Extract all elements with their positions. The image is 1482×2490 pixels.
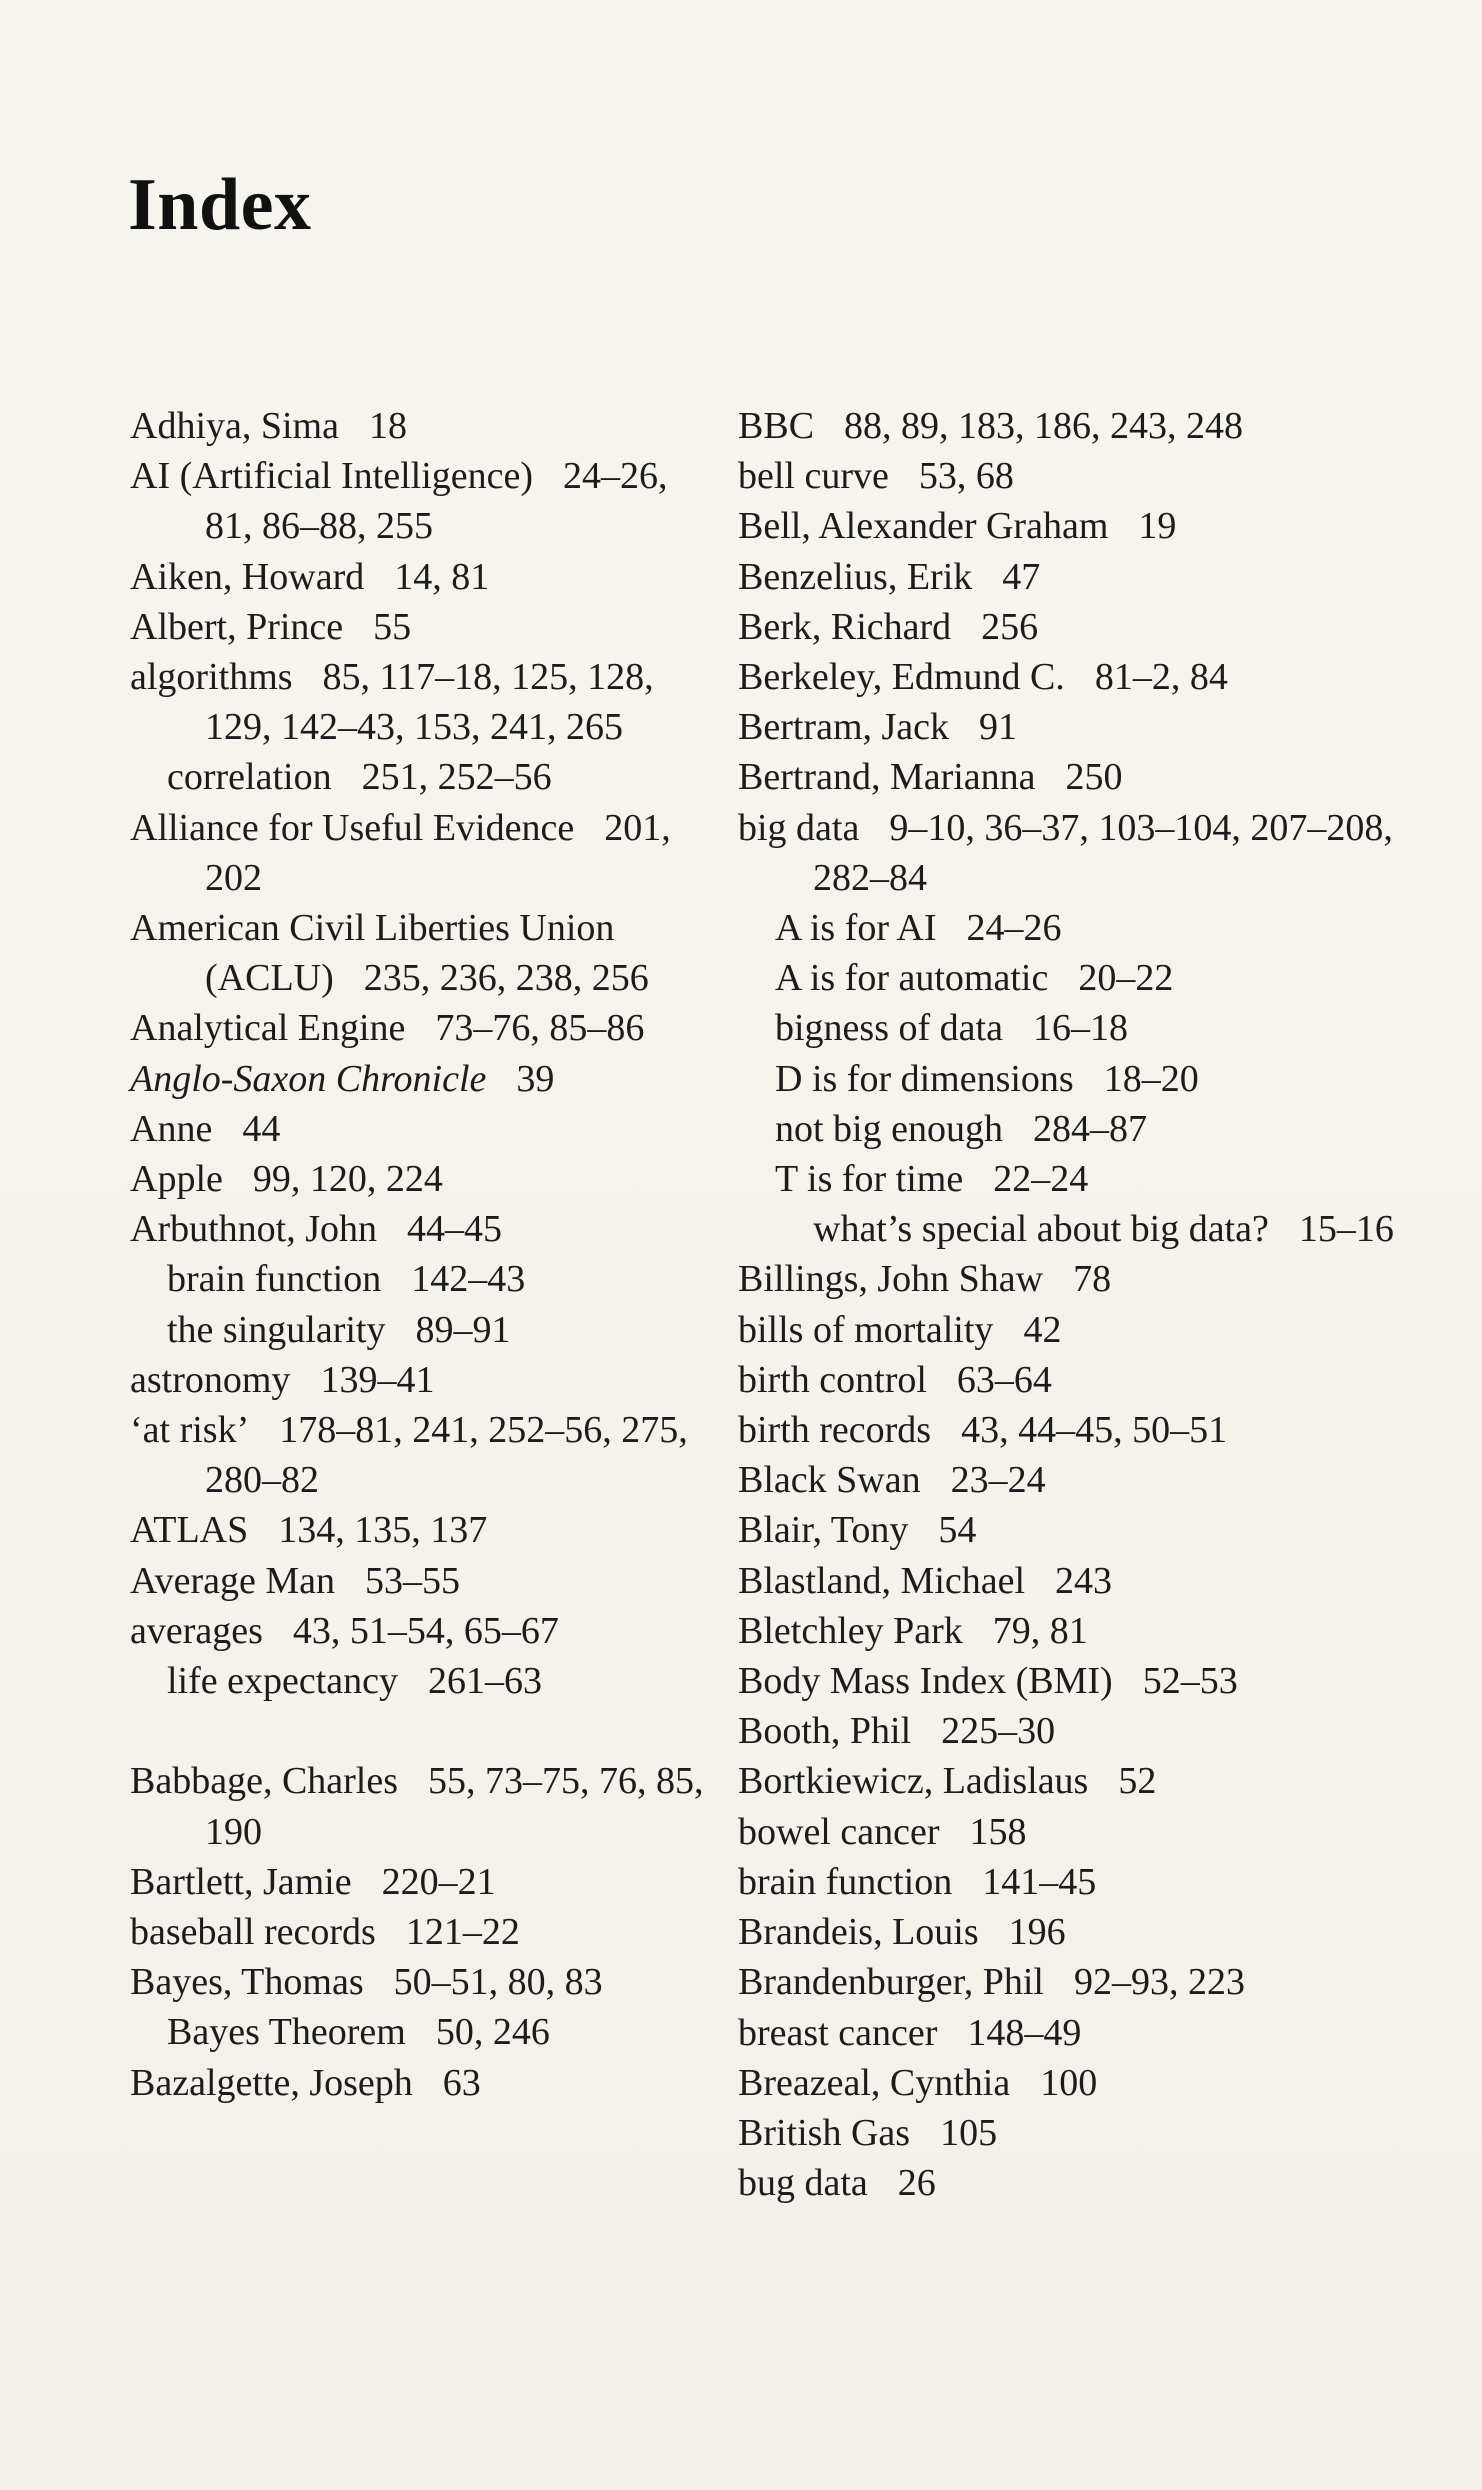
page-references: 139–41 bbox=[320, 1358, 435, 1401]
index-entry bbox=[738, 1606, 1438, 1656]
page-references: 142–43 bbox=[411, 1258, 526, 1301]
index-term: Benzelius, Erik bbox=[738, 555, 973, 598]
index-subentry bbox=[738, 953, 1438, 1003]
index-term: BBC bbox=[738, 405, 815, 447]
page-references: 251, 252–56 bbox=[361, 756, 552, 799]
page-references: 63 bbox=[442, 2061, 481, 2104]
index-term: Albert, Prince bbox=[130, 605, 344, 648]
index-entry bbox=[130, 803, 720, 903]
page-references: 44–45 bbox=[407, 1208, 502, 1251]
index-term: Average Man bbox=[130, 1559, 336, 1602]
index-entry bbox=[130, 903, 720, 1003]
page-references: 15–16 bbox=[1298, 1208, 1394, 1251]
index-term: Billings, John Shaw bbox=[738, 1258, 1044, 1301]
index-term: Anne bbox=[130, 1107, 213, 1150]
page-references: 20–22 bbox=[1078, 957, 1174, 1000]
page-references: 88, 89, 183, 186, 243, 248 bbox=[844, 405, 1244, 447]
index-term: D is for dimensions bbox=[775, 1057, 1074, 1100]
index-term: bigness of data bbox=[775, 1007, 1003, 1050]
page-references: 53–55 bbox=[365, 1559, 461, 1602]
index-entry bbox=[738, 2008, 1438, 2058]
page-references: 47 bbox=[1002, 555, 1041, 598]
index-column-left bbox=[130, 401, 720, 2108]
index-term: A is for automatic bbox=[775, 957, 1049, 1000]
index-subentry bbox=[130, 1305, 720, 1355]
index-entry bbox=[738, 2058, 1438, 2108]
index-term: Berk, Richard bbox=[738, 605, 952, 648]
index-entry bbox=[130, 1405, 720, 1505]
index-term: correlation bbox=[167, 756, 332, 799]
page-references: 178–81, 241, 252–56, 275, 280–82 bbox=[205, 1409, 688, 1502]
index-entry bbox=[130, 1505, 720, 1555]
index-entry bbox=[738, 652, 1438, 702]
index-entry bbox=[738, 1907, 1438, 1957]
index-term: not big enough bbox=[775, 1107, 1003, 1150]
index-entry bbox=[738, 1756, 1438, 1806]
index-term: averages bbox=[130, 1609, 263, 1652]
index-entry bbox=[738, 1405, 1438, 1455]
page-references: 201, 202 bbox=[205, 806, 671, 899]
index-entry bbox=[130, 451, 720, 551]
page-references: 158 bbox=[969, 1810, 1027, 1853]
page-references: 50, 246 bbox=[435, 2011, 550, 2054]
index-term: Blair, Tony bbox=[738, 1509, 909, 1552]
index-term: ATLAS bbox=[130, 1509, 249, 1552]
index-entry bbox=[738, 1355, 1438, 1405]
index-entry bbox=[738, 1556, 1438, 1606]
index-term: algorithms bbox=[130, 656, 293, 699]
page-references: 100 bbox=[1040, 2061, 1098, 2104]
page-references: 99, 120, 224 bbox=[252, 1158, 443, 1201]
page-references: 26 bbox=[897, 2162, 936, 2205]
index-entry bbox=[738, 1455, 1438, 1505]
index-subentry bbox=[738, 1204, 1438, 1254]
index-term: Bayes Theorem bbox=[167, 2011, 406, 2054]
index-entry bbox=[130, 652, 720, 752]
index-entry bbox=[738, 1857, 1438, 1907]
index-term: Bazalgette, Joseph bbox=[130, 2061, 413, 2104]
index-subentry bbox=[130, 1656, 720, 1706]
index-term: what’s special about big data? bbox=[813, 1208, 1269, 1251]
page-references: 256 bbox=[981, 605, 1039, 648]
letter-section-gap bbox=[130, 1706, 720, 1756]
page-references: 91 bbox=[979, 706, 1018, 749]
page-references: 43, 44–45, 50–51 bbox=[961, 1409, 1228, 1452]
index-term: Adhiya, Sima bbox=[130, 405, 339, 447]
page-references: 63–64 bbox=[956, 1358, 1052, 1401]
index-term: bills of mortality bbox=[738, 1308, 994, 1351]
index-term: Brandeis, Louis bbox=[738, 1911, 979, 1954]
page-references: 89–91 bbox=[415, 1308, 511, 1351]
page-references: 261–63 bbox=[428, 1660, 543, 1703]
page-references: 220–21 bbox=[381, 1860, 496, 1903]
page-title: Index bbox=[128, 164, 312, 246]
index-term: birth control bbox=[738, 1358, 927, 1401]
index-term: Brandenburger, Phil bbox=[738, 1961, 1044, 2004]
index-term: big data bbox=[738, 806, 860, 849]
page-references: 284–87 bbox=[1032, 1107, 1147, 1150]
index-entry bbox=[738, 602, 1438, 652]
index-entry bbox=[738, 501, 1438, 551]
index-term: Body Mass Index (BMI) bbox=[738, 1660, 1113, 1703]
index-subentry bbox=[130, 2007, 720, 2057]
index-entry bbox=[738, 1305, 1438, 1355]
index-term: Anglo-Saxon Chronicle bbox=[130, 1057, 487, 1100]
page-references: 79, 81 bbox=[992, 1609, 1088, 1652]
index-term: Arbuthnot, John bbox=[130, 1208, 377, 1251]
page-references: 73–76, 85–86 bbox=[435, 1007, 645, 1050]
index-entry bbox=[130, 1957, 720, 2007]
index-subentry bbox=[130, 752, 720, 802]
index-term: Bell, Alexander Graham bbox=[738, 505, 1109, 548]
index-entry bbox=[738, 1656, 1438, 1706]
index-entry bbox=[738, 2108, 1438, 2158]
index-term: T is for time bbox=[775, 1158, 964, 1201]
index-entry bbox=[130, 552, 720, 602]
index-term: breast cancer bbox=[738, 2011, 938, 2054]
index-term: Alliance for Useful Evidence bbox=[130, 806, 575, 849]
index-entry bbox=[130, 1154, 720, 1204]
index-entry bbox=[130, 1556, 720, 1606]
index-entry bbox=[738, 451, 1438, 501]
index-entry bbox=[130, 1003, 720, 1053]
page-references: 52 bbox=[1118, 1760, 1157, 1803]
index-term: Bertram, Jack bbox=[738, 706, 950, 749]
index-term: Breazeal, Cynthia bbox=[738, 2061, 1011, 2104]
index-term: astronomy bbox=[130, 1358, 291, 1401]
index-term: bug data bbox=[738, 2162, 868, 2205]
page-references: 24–26, 81, 86–88, 255 bbox=[205, 455, 668, 548]
index-term: Analytical Engine bbox=[130, 1007, 406, 1050]
page-references: 44 bbox=[242, 1107, 281, 1150]
page-references: 121–22 bbox=[405, 1911, 520, 1954]
index-entry bbox=[738, 401, 1438, 451]
index-term: Babbage, Charles bbox=[130, 1760, 399, 1803]
page-references: 22–24 bbox=[993, 1158, 1089, 1201]
page-references: 225–30 bbox=[941, 1710, 1056, 1753]
index-entry bbox=[130, 602, 720, 652]
index-subentry bbox=[738, 903, 1438, 953]
index-entry bbox=[738, 1807, 1438, 1857]
index-entry bbox=[738, 1957, 1438, 2007]
index-entry bbox=[738, 2158, 1438, 2208]
index-term: the singularity bbox=[167, 1308, 386, 1351]
index-term: ‘at risk’ bbox=[130, 1409, 250, 1452]
index-term: baseball records bbox=[130, 1911, 376, 1954]
index-term: Booth, Phil bbox=[738, 1710, 912, 1753]
page-references: 18 bbox=[368, 405, 407, 447]
index-term: Apple bbox=[130, 1158, 223, 1201]
index-term: Black Swan bbox=[738, 1459, 921, 1502]
page-references: 81–2, 84 bbox=[1094, 656, 1228, 699]
index-term: brain function bbox=[738, 1860, 953, 1903]
index-term: brain function bbox=[167, 1258, 382, 1301]
index-entry bbox=[738, 1254, 1438, 1304]
page-references: 141–45 bbox=[982, 1860, 1097, 1903]
page-references: 85, 117–18, 125, 128, 129, 142–43, 153, 241, 265 bbox=[205, 656, 654, 749]
page-references: 43, 51–54, 65–67 bbox=[292, 1609, 559, 1652]
index-term: life expectancy bbox=[167, 1660, 399, 1703]
page-references: 134, 135, 137 bbox=[278, 1509, 488, 1552]
index-term: Blastland, Michael bbox=[738, 1559, 1026, 1602]
index-entry bbox=[130, 1857, 720, 1907]
index-term: birth records bbox=[738, 1409, 932, 1452]
index-term: Bertrand, Marianna bbox=[738, 756, 1036, 799]
index-entry bbox=[130, 1054, 720, 1104]
index-term: Aiken, Howard bbox=[130, 555, 365, 598]
index-term: bell curve bbox=[738, 455, 889, 498]
index-subentry bbox=[738, 1054, 1438, 1104]
page-references: 14, 81 bbox=[394, 555, 490, 598]
index-term: bowel cancer bbox=[738, 1810, 940, 1853]
page-references: 55 bbox=[373, 605, 412, 648]
index-subentry bbox=[738, 1104, 1438, 1154]
page-references: 250 bbox=[1065, 756, 1123, 799]
index-term: Bortkiewicz, Ladislaus bbox=[738, 1760, 1089, 1803]
index-term: Berkeley, Edmund C. bbox=[738, 656, 1065, 699]
index-term: American Civil Liberties Union (ACLU) bbox=[130, 907, 615, 1000]
page-references: 52–53 bbox=[1142, 1660, 1238, 1703]
index-term: AI (Artificial Intelligence) bbox=[130, 455, 534, 498]
index-entry bbox=[738, 552, 1438, 602]
index-term: British Gas bbox=[738, 2111, 911, 2154]
page-references: 24–26 bbox=[966, 907, 1062, 950]
page-references: 50–51, 80, 83 bbox=[393, 1961, 603, 2004]
index-entry bbox=[130, 1355, 720, 1405]
page-references: 54 bbox=[938, 1509, 977, 1552]
page-references: 23–24 bbox=[950, 1459, 1046, 1502]
index-entry bbox=[738, 803, 1438, 903]
page-references: 235, 236, 238, 256 bbox=[363, 957, 649, 1000]
index-entry bbox=[130, 1606, 720, 1656]
index-entry bbox=[130, 401, 720, 451]
index-entry bbox=[738, 752, 1438, 802]
page-references: 53, 68 bbox=[918, 455, 1014, 498]
page-references: 9–10, 36–37, 103–104, 207–208, 282–84 bbox=[813, 806, 1393, 899]
page-references: 16–18 bbox=[1032, 1007, 1128, 1050]
index-entry bbox=[738, 1706, 1438, 1756]
page-references: 19 bbox=[1138, 505, 1177, 548]
index-entry bbox=[738, 1505, 1438, 1555]
page-references: 105 bbox=[940, 2111, 998, 2154]
index-entry bbox=[130, 1104, 720, 1154]
page-references: 196 bbox=[1008, 1911, 1066, 1954]
index-entry bbox=[130, 1204, 720, 1254]
page-references: 39 bbox=[516, 1057, 555, 1100]
index-term: Bayes, Thomas bbox=[130, 1961, 364, 2004]
page-references: 148–49 bbox=[967, 2011, 1082, 2054]
index-column-right bbox=[738, 401, 1438, 2208]
index-entry bbox=[738, 702, 1438, 752]
page-references: 92–93, 223 bbox=[1073, 1961, 1245, 2004]
index-entry bbox=[130, 1907, 720, 1957]
page-references: 78 bbox=[1073, 1258, 1112, 1301]
index-term: Bartlett, Jamie bbox=[130, 1860, 352, 1903]
index-subentry bbox=[738, 1154, 1438, 1204]
index-term: Bletchley Park bbox=[738, 1609, 963, 1652]
page-references: 42 bbox=[1023, 1308, 1062, 1351]
index-subentry bbox=[130, 1254, 720, 1304]
index-term: A is for AI bbox=[775, 907, 937, 950]
index-entry bbox=[130, 2058, 720, 2108]
page-references: 55, 73–75, 76, 85, 190 bbox=[205, 1760, 704, 1853]
page-references: 18–20 bbox=[1103, 1057, 1199, 1100]
index-subentry bbox=[738, 1003, 1438, 1053]
index-entry bbox=[130, 1756, 720, 1856]
page-references: 243 bbox=[1055, 1559, 1113, 1602]
